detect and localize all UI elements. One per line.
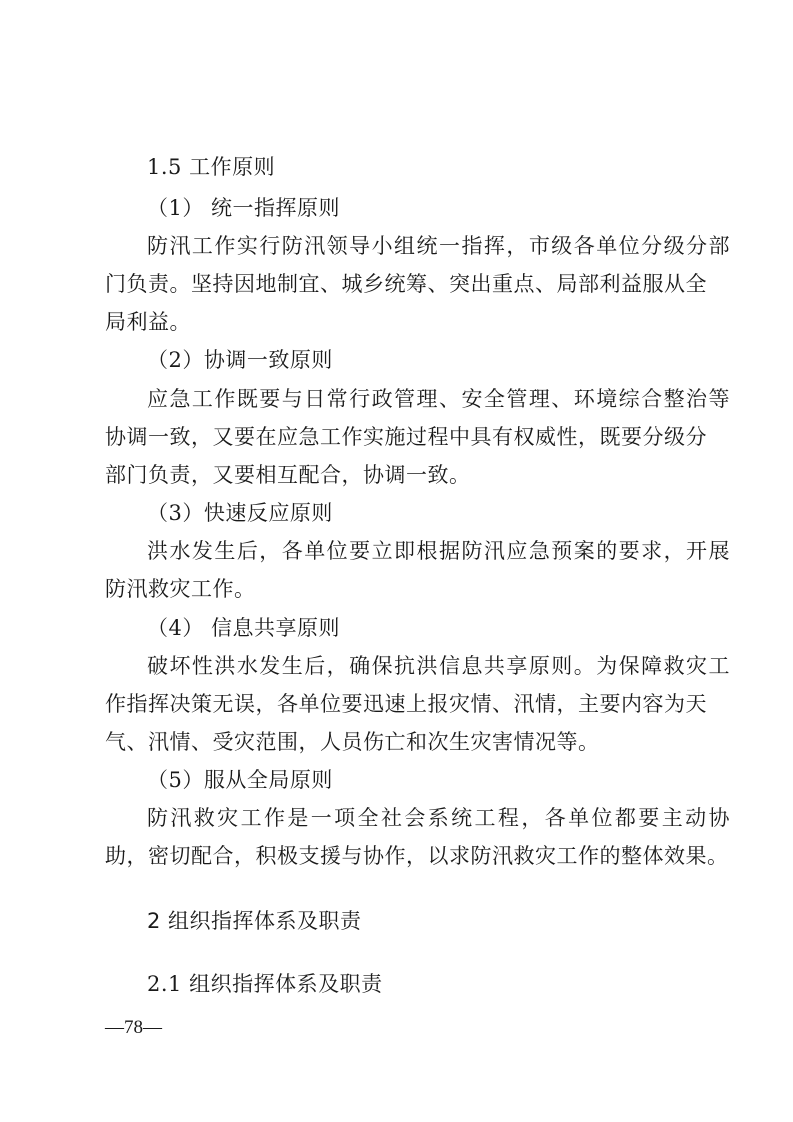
section-heading-1-5: 1.5 工作原则 [147, 155, 276, 179]
paragraph-line: 作指挥决策无误，各单位要迅速上报灾情、汛情，主要内容为天 [105, 692, 707, 716]
paragraph-line: 局利益。 [105, 310, 191, 334]
paragraph-line: 部门负责，又要相互配合，协调一致。 [105, 463, 471, 487]
paragraph-line: 洪水发生后，各单位要立即根据防汛应急预案的要求，开展 [147, 539, 730, 563]
paragraph-line: 防汛救灾工作是一项全社会系统工程，各单位都要主动协 [147, 806, 730, 830]
section-heading-2-1: 2.1 组织指挥体系及职责 [147, 972, 383, 996]
principle-title-2: （2）协调一致原则 [147, 348, 333, 372]
paragraph-line: 破坏性洪水发生后，确保抗洪信息共享原则。为保障救灾工 [147, 654, 730, 678]
principle-title-1: （1） 统一指挥原则 [147, 196, 341, 220]
paragraph-line: 防汛工作实行防汛领导小组统一指挥，市级各单位分级分部 [147, 234, 730, 258]
principle-title-5: （5）服从全局原则 [147, 768, 333, 792]
principle-title-4: （4） 信息共享原则 [147, 616, 341, 640]
paragraph-line: 防汛救灾工作。 [105, 577, 256, 601]
principle-title-3: （3）快速反应原则 [147, 501, 333, 525]
section-heading-2: 2 组织指挥体系及职责 [147, 909, 362, 933]
paragraph-line: 气、汛情、受灾范围，人员伤亡和次生灾害情况等。 [105, 730, 600, 754]
paragraph-line: 门负责。坚持因地制宜、城乡统筹、突出重点、局部利益服从全 [105, 272, 707, 296]
paragraph-line: 协调一致，又要在应急工作实施过程中具有权威性，既要分级分 [105, 425, 707, 449]
page-number: —78— [105, 1017, 162, 1038]
paragraph-line: 应急工作既要与日常行政管理、安全管理、环境综合整治等 [147, 387, 730, 411]
paragraph-line: 助，密切配合，积极支援与协作，以求防汛救灾工作的整体效果。 [105, 844, 729, 868]
